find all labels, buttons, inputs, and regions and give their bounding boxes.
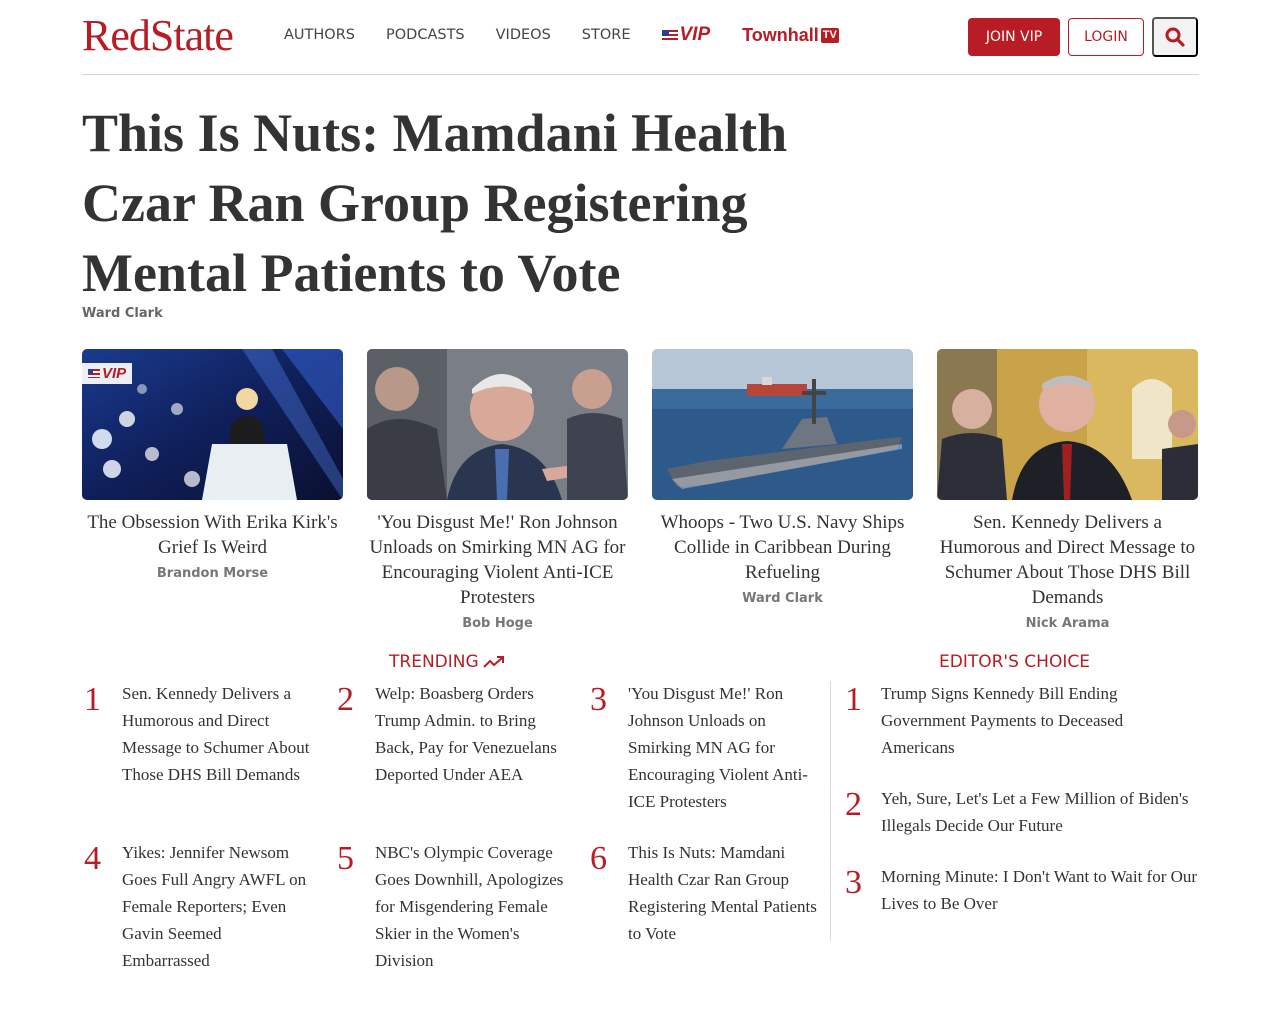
story-title[interactable]: 'You Disgust Me!' Ron Johnson Unloads on Smirking MN AG for Encouraging Violent Anti-ICE Protesters — [369, 512, 626, 608]
site-header — [82, 0, 1199, 75]
navy-ships-photo — [652, 349, 913, 500]
site-logo[interactable]: RedState — [82, 11, 233, 60]
article-byline[interactable]: Ward Clark — [82, 306, 163, 321]
nav-vip-link[interactable] — [662, 25, 711, 45]
main-nav — [284, 25, 839, 45]
story-thumbnail[interactable] — [367, 349, 628, 500]
trending-rank: 1 — [84, 681, 101, 718]
editors-choice-title[interactable]: Yeh, Sure, Let's Let a Few Million of Biden's Illegals Decide Our Future — [881, 789, 1189, 835]
story-thumbnail[interactable] — [82, 349, 343, 500]
article-headline[interactable]: This Is Nuts: Mamdani Health Czar Ran Group Registering Mental Patients to Vote — [82, 103, 788, 303]
story-title[interactable]: Sen. Kennedy Delivers a Humorous and Direct Message to Schumer About Those DHS Bill Demands — [939, 512, 1196, 608]
section-divider — [830, 681, 831, 941]
nav-podcasts[interactable]: PODCASTS — [386, 27, 465, 43]
townhall-label: Townhall — [742, 25, 819, 45]
nav-store[interactable]: STORE — [581, 27, 631, 43]
trending-arrow-icon — [483, 655, 505, 669]
trending-rank: 2 — [337, 681, 354, 718]
trending-title[interactable]: Welp: Boasberg Orders Trump Admin. to Bring Back, Pay for Venezuelans Deported Under AEA — [375, 684, 557, 784]
senator-photo — [367, 349, 628, 500]
trending-title[interactable]: NBC's Olympic Coverage Goes Downhill, Apologizes for Misgendering Female Skier in the Women's Division — [375, 843, 564, 970]
trending-title[interactable]: Sen. Kennedy Delivers a Humorous and Direct Message to Schumer About Those DHS Bill Demands — [122, 684, 310, 784]
editors-choice-label: EDITOR'S CHOICE — [939, 652, 1090, 672]
flag-icon — [662, 30, 678, 41]
trending-heading — [389, 651, 505, 673]
editors-choice-rank: 2 — [845, 786, 862, 823]
search-button[interactable] — [1152, 17, 1198, 57]
trending-rank: 5 — [337, 840, 354, 877]
vip-badge — [82, 363, 132, 384]
vip-badge-label: VIP — [102, 365, 127, 382]
story-card[interactable] — [937, 349, 1198, 631]
capitol-hallway-photo — [937, 349, 1198, 500]
nav-vip-label: VIP — [679, 24, 711, 45]
trending-rank: 4 — [84, 840, 101, 877]
editors-choice-rank: 1 — [845, 681, 862, 718]
flag-icon — [88, 369, 100, 378]
editors-choice-rank: 3 — [845, 864, 862, 901]
story-title[interactable]: The Obsession With Erika Kirk's Grief Is Weird — [87, 512, 338, 558]
editors-choice-title[interactable]: Morning Minute: I Don't Want to Wait for Our Lives to Be Over — [881, 867, 1198, 913]
tv-badge: TV — [822, 28, 837, 41]
nav-authors[interactable]: AUTHORS — [284, 27, 355, 43]
editors-choice-heading — [939, 651, 1090, 673]
login-button[interactable]: LOGIN — [1068, 18, 1144, 56]
nav-videos[interactable]: VIDEOS — [495, 27, 551, 43]
trending-label: TRENDING — [389, 652, 479, 672]
story-title[interactable]: Whoops - Two U.S. Navy Ships Collide in Caribbean During Refueling — [660, 512, 905, 583]
search-icon — [1165, 27, 1185, 47]
story-card[interactable] — [82, 349, 343, 581]
story-card[interactable] — [652, 349, 913, 606]
trending-title[interactable]: This Is Nuts: Mamdani Health Czar Ran Group Registering Mental Patients to Vote — [628, 843, 817, 943]
nav-townhall-tv-link[interactable] — [742, 25, 839, 45]
trending-rank: 6 — [590, 840, 607, 877]
story-author[interactable]: Nick Arama — [1025, 616, 1110, 631]
trending-title[interactable]: Yikes: Jennifer Newsom Goes Full Angry AWFL on Female Reporters; Even Gavin Seemed Embarrassed — [122, 843, 307, 970]
trending-title[interactable]: 'You Disgust Me!' Ron Johnson Unloads on Smirking MN AG for Encouraging Violent Anti-ICE Protesters — [628, 684, 808, 811]
join-vip-button[interactable]: JOIN VIP — [968, 18, 1060, 56]
story-card[interactable] — [367, 349, 628, 631]
story-author[interactable]: Bob Hoge — [462, 616, 533, 631]
trending-rank: 3 — [590, 681, 607, 718]
editors-choice-title[interactable]: Trump Signs Kennedy Bill Ending Government Payments to Deceased Americans — [881, 684, 1124, 757]
story-author[interactable]: Brandon Morse — [156, 566, 269, 581]
story-thumbnail[interactable] — [652, 349, 913, 500]
story-thumbnail[interactable] — [937, 349, 1198, 500]
story-author[interactable]: Ward Clark — [742, 591, 823, 606]
